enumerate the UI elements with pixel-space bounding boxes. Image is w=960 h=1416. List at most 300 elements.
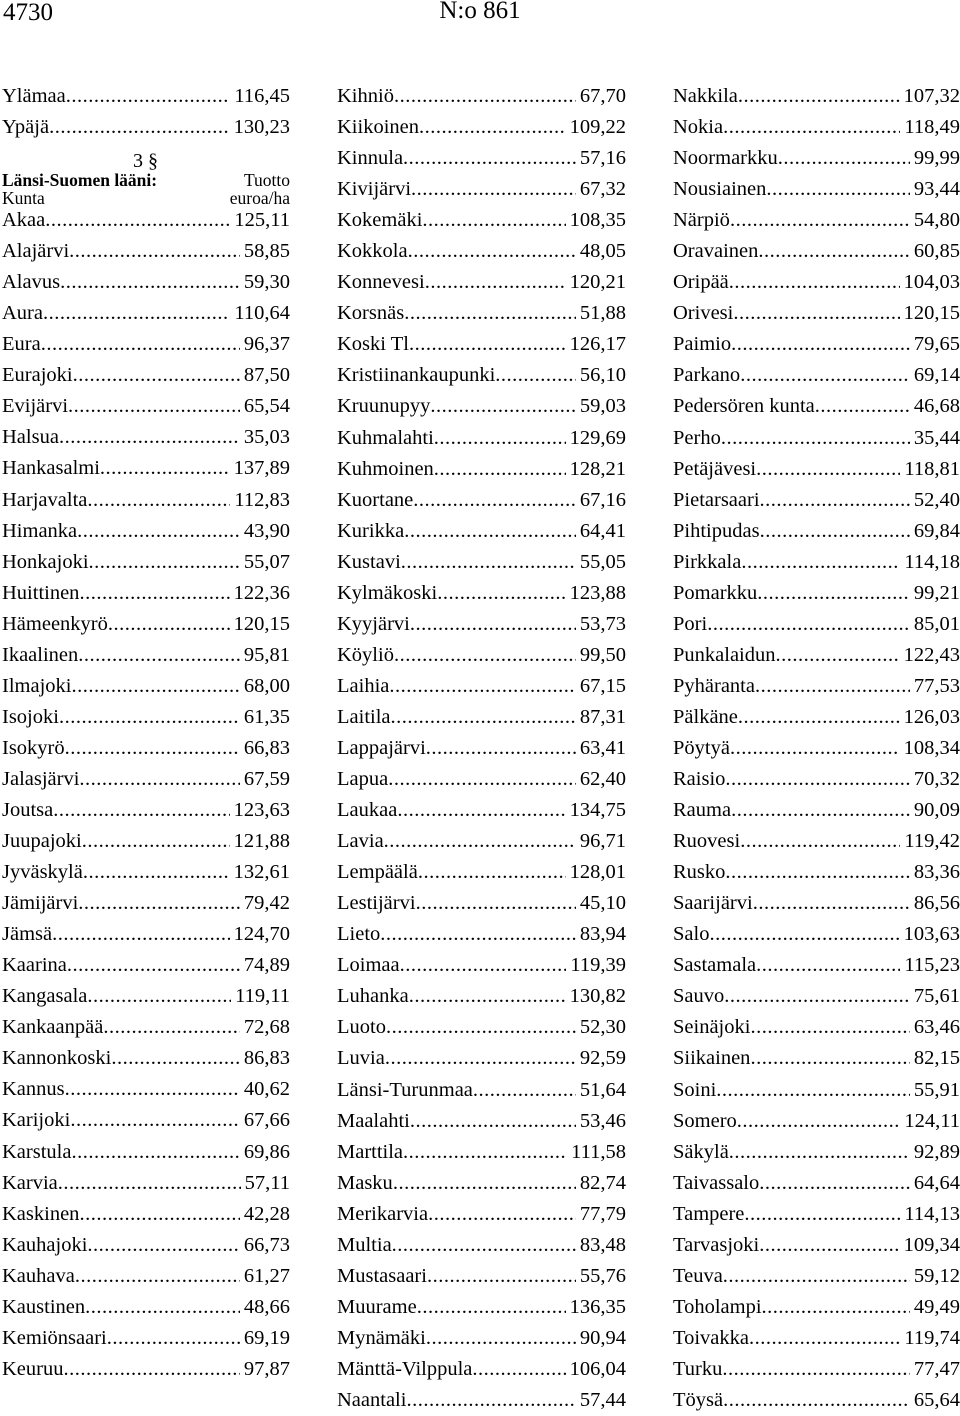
yield-value: 99,50	[579, 643, 626, 666]
column-1	[2, 81, 290, 1385]
yield-value: 83,94	[579, 923, 626, 946]
municipality-name: Merikarvia	[337, 1202, 429, 1225]
table-row	[337, 950, 626, 981]
yield-value: 122,36	[233, 581, 290, 604]
table-row	[2, 1199, 290, 1230]
municipality-name: Toivakka	[673, 1326, 749, 1349]
table-row	[337, 1199, 626, 1230]
municipality-name: Akaa	[2, 209, 46, 232]
yield-value: 59,03	[579, 395, 626, 418]
table-row	[673, 1012, 960, 1043]
municipality-name: Luhanka	[337, 985, 409, 1008]
dot-leader	[759, 1230, 899, 1261]
dot-leader	[755, 671, 910, 702]
dot-leader	[418, 857, 566, 888]
table-row	[337, 423, 626, 454]
table-row	[673, 640, 960, 671]
dot-leader	[721, 423, 910, 454]
dot-leader	[410, 609, 576, 640]
municipality-name: Nousiainen	[673, 178, 767, 201]
table-row	[2, 205, 290, 236]
yield-value: 59,30	[243, 271, 290, 294]
municipality-name: Länsi-Turunmaa	[337, 1078, 473, 1101]
table-row	[673, 919, 960, 950]
dot-leader	[385, 1043, 576, 1074]
yield-value: 109,34	[903, 1233, 960, 1256]
dot-leader	[384, 826, 576, 857]
table-row	[337, 454, 626, 485]
dot-leader	[730, 733, 900, 764]
dot-leader	[815, 391, 910, 422]
yield-value: 137,89	[233, 457, 290, 480]
dot-leader	[756, 950, 900, 981]
table-row	[337, 236, 626, 267]
table-row	[2, 1292, 290, 1323]
municipality-name: Ypäjä	[2, 116, 50, 139]
yield-value: 108,35	[569, 209, 626, 232]
municipality-name: Oravainen	[673, 240, 759, 263]
yield-value: 62,40	[579, 768, 626, 791]
dot-leader	[778, 143, 910, 174]
yield-value: 69,86	[243, 1140, 290, 1163]
municipality-name: Ruovesi	[673, 830, 741, 853]
municipality-name: Lieto	[337, 923, 381, 946]
table-row	[337, 1292, 626, 1323]
table-row	[2, 329, 290, 360]
table-row	[673, 733, 960, 764]
table-row	[337, 81, 626, 112]
dot-leader	[731, 329, 910, 360]
table-row	[337, 857, 626, 888]
yield-value: 96,71	[579, 830, 626, 853]
table-row	[2, 1323, 290, 1354]
yield-value: 54,80	[913, 209, 960, 232]
column-3	[673, 81, 960, 1416]
dot-leader	[425, 267, 566, 298]
municipality-name: Juupajoki	[2, 830, 82, 853]
table-row	[337, 888, 626, 919]
municipality-name: Ikaalinen	[2, 643, 79, 666]
table-row	[337, 360, 626, 391]
dot-leader	[422, 205, 565, 236]
yield-value: 46,68	[913, 395, 960, 418]
yield-value: 67,66	[243, 1109, 290, 1132]
dot-leader	[52, 919, 230, 950]
yield-value: 72,68	[243, 1016, 290, 1039]
table-row	[673, 1137, 960, 1168]
dot-leader	[111, 1043, 240, 1074]
table-row	[673, 485, 960, 516]
table-row	[673, 1385, 960, 1416]
municipality-name: Kivijärvi	[337, 178, 412, 201]
dot-leader	[753, 888, 910, 919]
table-row	[673, 1043, 960, 1074]
yield-value: 77,79	[579, 1202, 626, 1225]
municipality-name: Säkylä	[673, 1140, 729, 1163]
table-row	[337, 1106, 626, 1137]
table-row	[337, 267, 626, 298]
yield-value: 123,63	[233, 798, 290, 821]
table-row	[673, 671, 960, 702]
table-row	[337, 981, 626, 1012]
municipality-name: Isokyrö	[2, 736, 65, 759]
table-row	[673, 609, 960, 640]
municipality-name: Jalasjärvi	[2, 767, 80, 790]
municipality-name: Konnevesi	[337, 271, 425, 294]
dot-leader	[65, 733, 240, 764]
municipality-name: Karvia	[2, 1171, 58, 1194]
municipality-name: Lavia	[337, 830, 384, 853]
table-row	[2, 981, 290, 1012]
table-row	[673, 1323, 960, 1354]
dot-leader	[66, 81, 231, 112]
municipality-name: Närpiö	[673, 209, 730, 232]
municipality-name: Kaustinen	[2, 1295, 86, 1318]
dot-leader	[404, 516, 576, 547]
dot-leader	[79, 1199, 239, 1230]
column-1-top	[2, 81, 290, 143]
section-number: 3 §	[133, 150, 158, 173]
table-row	[2, 1012, 290, 1043]
municipality-name: Kankaanpää	[2, 1016, 104, 1039]
column-heading-unit: euroa/ha	[229, 188, 290, 209]
yield-value: 48,66	[243, 1295, 290, 1318]
yield-value: 106,04	[569, 1357, 626, 1380]
table-row	[2, 888, 290, 919]
table-row	[2, 267, 290, 298]
yield-value: 111,58	[571, 1140, 626, 1163]
dot-leader	[437, 578, 565, 609]
yield-value: 119,11	[235, 985, 290, 1008]
dot-leader	[43, 298, 230, 329]
dot-leader	[707, 609, 910, 640]
yield-value: 55,91	[913, 1078, 960, 1101]
dot-leader	[83, 857, 230, 888]
table-row	[337, 1168, 626, 1199]
municipality-name: Honkajoki	[2, 550, 89, 573]
yield-value: 124,11	[904, 1109, 960, 1132]
dot-leader	[737, 1106, 901, 1137]
table-row	[2, 422, 290, 453]
dot-leader	[393, 1168, 576, 1199]
dot-leader	[760, 516, 910, 547]
dot-leader	[388, 764, 576, 795]
table-row	[337, 795, 626, 826]
table-row	[2, 547, 290, 578]
table-row	[673, 267, 960, 298]
municipality-name: Aura	[2, 302, 43, 325]
municipality-name: Ilmajoki	[2, 674, 72, 697]
yield-value: 66,73	[243, 1233, 290, 1256]
dot-leader	[389, 671, 576, 702]
municipality-name: Hämeenkyrö	[2, 612, 108, 635]
table-row	[673, 516, 960, 547]
dot-leader	[49, 112, 230, 143]
yield-value: 119,42	[904, 830, 960, 853]
dot-leader	[434, 423, 566, 454]
dot-leader	[409, 981, 566, 1012]
dot-leader	[85, 1292, 240, 1323]
municipality-name: Mynämäki	[337, 1326, 426, 1349]
municipality-name: Turku	[673, 1357, 723, 1380]
municipality-name: Kuhmalahti	[337, 426, 434, 449]
yield-value: 125,11	[234, 209, 290, 232]
table-row	[2, 764, 290, 795]
yield-value: 57,11	[244, 1171, 290, 1194]
municipality-name: Luoto	[337, 1016, 386, 1039]
table-row	[337, 1012, 626, 1043]
municipality-name: Naantali	[337, 1388, 407, 1411]
dot-leader	[59, 422, 240, 453]
dot-leader	[413, 485, 576, 516]
table-row	[673, 143, 960, 174]
dot-leader	[392, 1230, 576, 1261]
municipality-name: Kustavi	[337, 550, 401, 573]
municipality-name: Maalahti	[337, 1109, 410, 1132]
yield-value: 67,32	[579, 178, 626, 201]
table-row	[673, 1168, 960, 1199]
dot-leader	[411, 174, 576, 205]
yield-value: 120,15	[233, 612, 290, 635]
dot-leader	[495, 360, 576, 391]
municipality-name: Köyliö	[337, 643, 394, 666]
municipality-name: Kylmäkoski	[337, 581, 438, 604]
yield-value: 124,70	[233, 923, 290, 946]
dot-leader	[757, 578, 910, 609]
yield-value: 77,53	[913, 674, 960, 697]
yield-value: 63,46	[913, 1016, 960, 1039]
table-row	[673, 1354, 960, 1385]
yield-value: 45,10	[579, 892, 626, 915]
municipality-name: Lempäälä	[337, 861, 418, 884]
page-header: N:o 861	[439, 0, 521, 24]
municipality-name: Hankasalmi	[2, 457, 100, 480]
dot-leader	[744, 1199, 900, 1230]
yield-value: 67,70	[579, 85, 626, 107]
municipality-name: Teuva	[673, 1264, 723, 1287]
table-row	[337, 547, 626, 578]
yield-value: 49,49	[913, 1295, 960, 1318]
table-row	[337, 1043, 626, 1074]
yield-value: 42,28	[243, 1202, 290, 1225]
yield-value: 66,83	[243, 736, 290, 759]
table-row	[673, 981, 960, 1012]
municipality-name: Lappajärvi	[337, 736, 426, 759]
table-row	[337, 733, 626, 764]
municipality-name: Rauma	[673, 799, 732, 822]
yield-value: 119,74	[904, 1326, 960, 1349]
municipality-name: Kuortane	[337, 488, 414, 511]
yield-value: 59,12	[913, 1264, 960, 1287]
municipality-name: Taivassalo	[673, 1171, 760, 1194]
table-row	[2, 391, 290, 422]
table-row	[2, 857, 290, 888]
table-row	[673, 764, 960, 795]
yield-value: 110,64	[234, 302, 290, 325]
municipality-name: Pyhäranta	[673, 674, 755, 697]
municipality-name: Kauhava	[2, 1264, 75, 1287]
table-row	[673, 1292, 960, 1323]
table-row	[2, 81, 290, 112]
yield-value: 40,62	[243, 1078, 290, 1101]
yield-value: 114,18	[904, 550, 960, 573]
dot-leader	[79, 578, 229, 609]
table-row	[2, 1354, 290, 1385]
dot-leader	[417, 1292, 566, 1323]
table-row	[2, 733, 290, 764]
section-header	[2, 143, 290, 209]
yield-value: 126,17	[569, 333, 626, 356]
table-row	[337, 485, 626, 516]
yield-value: 134,75	[569, 799, 626, 822]
dot-leader	[749, 1323, 900, 1354]
table-row	[337, 1323, 626, 1354]
yield-value: 61,35	[243, 705, 290, 728]
table-row	[673, 391, 960, 422]
municipality-name: Pälkäne	[673, 705, 738, 728]
table-row	[337, 578, 626, 609]
municipality-name: Salo	[673, 923, 710, 946]
municipality-name: Kinnula	[337, 147, 404, 170]
dot-leader	[69, 236, 240, 267]
municipality-name: Siikainen	[673, 1047, 751, 1070]
municipality-name: Kuhmoinen	[337, 457, 434, 480]
municipality-name: Seinäjoki	[673, 1016, 751, 1039]
dot-leader	[724, 981, 910, 1012]
dot-leader	[71, 671, 239, 702]
municipality-name: Nokia	[673, 116, 724, 139]
table-row	[337, 1261, 626, 1292]
table-row	[2, 1105, 290, 1136]
yield-value: 83,36	[913, 861, 960, 884]
table-row	[2, 112, 290, 143]
dot-leader	[391, 702, 576, 733]
table-row	[337, 391, 626, 422]
dot-leader	[71, 1137, 239, 1168]
municipality-name: Sastamala	[673, 954, 757, 977]
dot-leader	[403, 1137, 567, 1168]
table-row	[673, 578, 960, 609]
dot-leader	[741, 547, 900, 578]
dot-leader	[108, 609, 230, 640]
table-row	[337, 516, 626, 547]
municipality-name: Evijärvi	[2, 395, 69, 418]
table-row	[673, 1261, 960, 1292]
municipality-name: Luvia	[337, 1047, 385, 1070]
dot-leader	[53, 795, 229, 826]
table-row	[337, 1137, 626, 1168]
table-row	[337, 205, 626, 236]
table-row	[2, 516, 290, 547]
dot-leader	[107, 1323, 240, 1354]
dot-leader	[723, 1261, 910, 1292]
yield-value: 51,88	[579, 302, 626, 325]
dot-leader	[740, 826, 900, 857]
column-2	[337, 81, 626, 1416]
yield-value: 95,81	[243, 643, 290, 666]
dot-leader	[733, 298, 899, 329]
yield-value: 118,81	[904, 457, 960, 480]
dot-leader	[776, 640, 900, 671]
yield-value: 74,89	[243, 954, 290, 977]
dot-leader	[426, 733, 576, 764]
yield-value: 120,15	[903, 302, 960, 325]
dot-leader	[406, 1385, 575, 1416]
municipality-name: Lestijärvi	[337, 892, 416, 915]
table-row	[673, 826, 960, 857]
dot-leader	[766, 174, 910, 205]
yield-value: 118,49	[904, 116, 960, 139]
table-row	[337, 702, 626, 733]
municipality-name: Kannus	[2, 1078, 65, 1101]
municipality-name: Kemiönsaari	[2, 1326, 107, 1349]
yield-value: 69,84	[913, 519, 960, 542]
dot-leader	[430, 391, 575, 422]
yield-value: 123,88	[569, 581, 626, 604]
province-heading: Länsi-Suomen lääni:	[2, 170, 158, 191]
dot-leader	[380, 919, 576, 950]
municipality-name: Rusko	[673, 861, 726, 884]
table-row	[337, 143, 626, 174]
yield-value: 121,88	[233, 830, 290, 853]
yield-value: 56,10	[579, 364, 626, 387]
municipality-name: Punkalaidun	[673, 643, 776, 666]
dot-leader	[750, 1012, 909, 1043]
dot-leader	[709, 919, 899, 950]
table-row	[2, 485, 290, 516]
municipality-name: Tampere	[673, 1202, 745, 1225]
municipality-name: Karstula	[2, 1140, 72, 1163]
table-row	[673, 236, 960, 267]
municipality-name: Mänttä-Vilppula	[337, 1357, 473, 1380]
municipality-name: Töysä	[673, 1388, 724, 1411]
yield-value: 90,09	[913, 799, 960, 822]
municipality-name: Laukaa	[337, 799, 398, 822]
yield-value: 75,61	[913, 985, 960, 1008]
yield-value: 65,64	[913, 1388, 960, 1411]
dot-leader	[100, 453, 230, 484]
yield-value: 104,03	[903, 271, 960, 294]
dot-leader	[63, 1354, 239, 1385]
yield-value: 87,31	[579, 705, 626, 728]
dot-leader	[400, 950, 567, 981]
dot-leader	[410, 1106, 576, 1137]
municipality-name: Pedersören kunta	[673, 395, 815, 418]
yield-value: 65,54	[243, 395, 290, 418]
municipality-name: Kannonkoski	[2, 1047, 112, 1070]
dot-leader	[725, 857, 909, 888]
column-heading-yield: Tuotto	[243, 170, 290, 191]
yield-value: 92,89	[913, 1140, 960, 1163]
dot-leader	[408, 236, 576, 267]
yield-value: 58,85	[243, 240, 290, 263]
dot-leader	[758, 236, 910, 267]
dot-leader	[73, 360, 240, 391]
table-row	[337, 919, 626, 950]
yield-value: 112,83	[234, 488, 290, 511]
table-row	[2, 671, 290, 702]
yield-value: 116,45	[234, 85, 290, 107]
yield-value: 82,74	[579, 1171, 626, 1194]
municipality-name: Pöytyä	[673, 736, 730, 759]
yield-value: 82,15	[913, 1047, 960, 1070]
dot-leader	[82, 826, 230, 857]
dot-leader	[762, 1292, 910, 1323]
table-row	[2, 360, 290, 391]
table-row	[2, 640, 290, 671]
municipality-name: Isojoki	[2, 705, 59, 728]
table-row	[2, 795, 290, 826]
